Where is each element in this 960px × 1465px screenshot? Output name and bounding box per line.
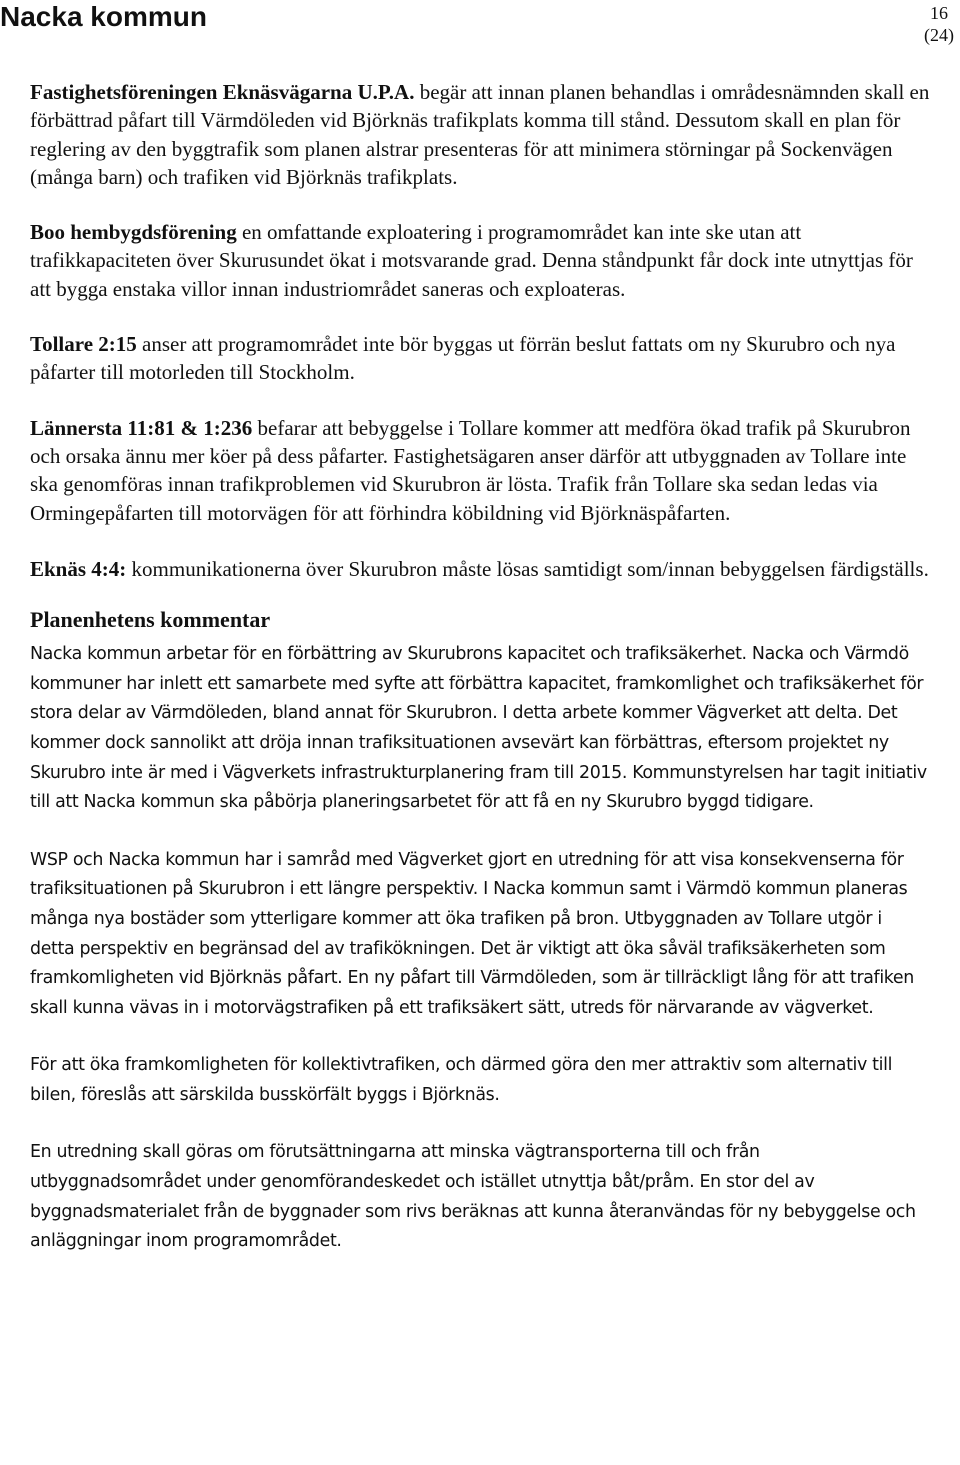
- paragraph-tollare: [30, 330, 930, 387]
- comment-paragraph-4: En utredning skall göras om förutsättningarna att minska vägtransporterna till och från utbyggnadsområdet under genomförandeskedet och istället utnyttja båt/pråm. En stor del av byggnadsmaterialet från de byggnader som rivs beräknas att kunna återanvändas för ny bebyggelse och anläggningar inom programområdet.: [30, 1142, 916, 1252]
- paragraph-text: kommunikationerna över Skurubron måste lösas samtidigt som/innan bebyggelsen färdigställs.: [126, 556, 929, 581]
- paragraph-text: anser att programområdet inte bör byggas ut förrän beslut fattats om ny Skurubro och nya påfarter till motorleden till Stockholm.: [30, 332, 896, 385]
- page-number-total: (24): [924, 25, 954, 45]
- paragraph-subject: Boo hembygdsförening: [30, 220, 237, 245]
- paragraph-lannersta: [30, 414, 930, 527]
- page-number-current: 16: [930, 3, 948, 23]
- paragraph-subject: Lännersta 11:81 & 1:236: [30, 415, 253, 440]
- paragraph-fastighetsforeningen: [30, 78, 930, 191]
- paragraph-subject: Fastighetsföreningen Eknäsvägarna U.P.A.: [30, 80, 415, 104]
- organization-title: Nacka kommun: [0, 1, 207, 32]
- comment-paragraph-2: WSP och Nacka kommun har i samråd med Vägverket gjort en utredning för att visa konsekvenserna för trafiksituationen på Skurubron i ett längre perspektiv. I Nacka kommun samt i Värmdö kommun planeras många nya bostäder som ytterligare kommer att öka trafiken på bron. Utbyggnaden av Tollare utgör i detta perspektiv en begränsad del av trafikökningen. Det är viktigt att öka såväl trafiksäkerheten som framkomligheten vid Björknäs påfart. En ny påfart till Värmdöleden, som är tillräckligt lång för att trafiken skall kunna vävas in i motorvägstrafiken på ett trafiksäkert sätt, utreds för närvarande av vägverket.: [30, 849, 914, 1018]
- comment-paragraph-1: Nacka kommun arbetar för en förbättring av Skurubrons kapacitet och trafiksäkerhet. Nacka och Värmdö kommuner har inlett ett samarbete med syfte att förbättra kapacitet, framkomlighet och trafiksäkerhet för stora delar av Värmdöleden, bland annat för Skurubron. I detta arbete kommer Vägverket att delta. Det kommer dock sannolikt att dröja innan trafiksituationen avsevärt kan förbättras, eftersom projektet ny Skurubro inte är med i Vägverkets infrastrukturplanering fram till 2015. Kommunstyrelsen har tagit initiativ till att Nacka kommun ska påbörja planeringsarbetet för att få en ny Skurubro byggd tidigare.: [30, 644, 927, 813]
- paragraph-text: en omfattande exploatering i programområdet kan inte ske utan att trafikkapaciteten över Skurusundet ökat i motsvarande grad. Denna ståndpunkt får dock inte utnyttjas för att bygga enstaka villor innan industriområdet saneras och exploateras.: [30, 220, 913, 301]
- page-number: [924, 2, 954, 46]
- paragraph-eknas: [30, 555, 930, 583]
- paragraph-subject: Eknäs 4:4:: [30, 556, 127, 581]
- paragraph-subject: Tollare 2:15: [30, 332, 137, 357]
- section-heading: Planenhetens kommentar: [30, 607, 271, 633]
- document-body: [30, 78, 930, 1257]
- paragraph-boo-hembygdsforening: [30, 218, 930, 303]
- comment-paragraph-3: För att öka framkomligheten för kollektivtrafiken, och därmed göra den mer attraktiv som alternativ till bilen, föreslås att särskilda busskörfält byggs i Björknäs.: [30, 1055, 893, 1105]
- paragraph-text: befarar att bebyggelse i Tollare kommer att medföra ökad trafik på Skurubron och orsaka ännu mer köer på dess påfarter. Fastighetsägaren anser därför att utbyggnaden av Tollare inte ska genomföras innan trafikproblemen vid Skurubron är lösta. Trafik från Tollare ska sedan ledas via Ormingepåfarten till motorvägen för att förhindra köbildning vid Björknäspåfarten.: [30, 415, 911, 525]
- paragraph-text: begär att innan planen behandlas i områdesnämnden skall en förbättrad påfart till Värmdöleden vid Björknäs trafikplats komma till stånd. Dessutom skall en plan för reglering av den byggtrafik som planen alstrar presenteras för att minimera störningar på Sockenvägen (många barn) och trafiken vid Björknäs trafikplats.: [30, 80, 930, 189]
